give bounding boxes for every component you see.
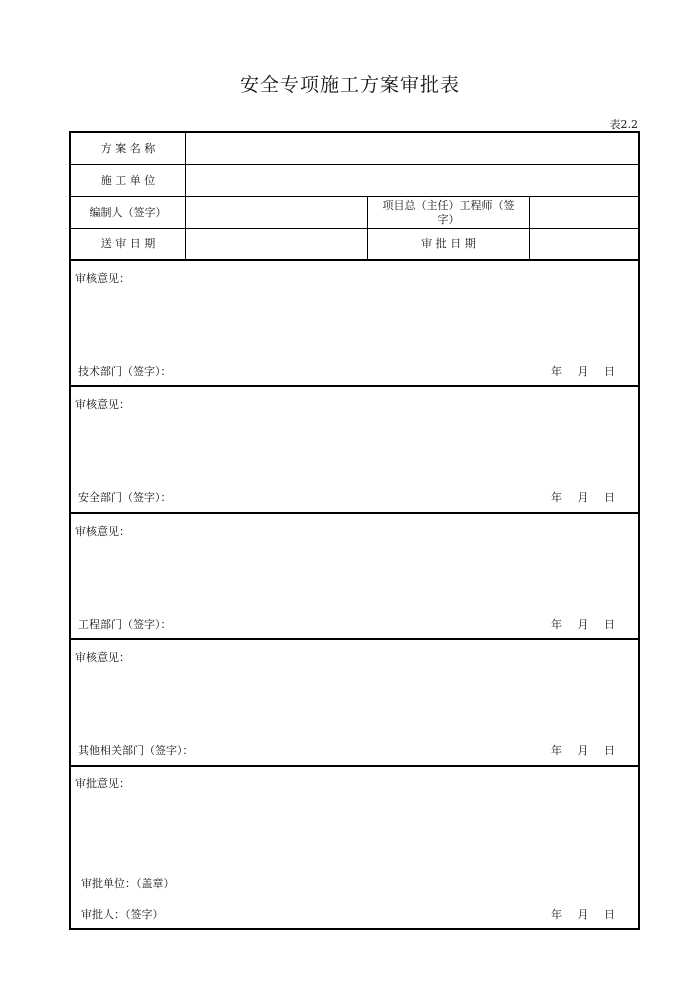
review-date	[551, 616, 615, 632]
submit-date-label: 送 审 日 期	[100, 237, 156, 250]
safety-dept-signature-label: 安全部门（签字）：	[78, 491, 172, 504]
year-label: 年	[551, 618, 562, 631]
month-label: 月	[577, 744, 589, 757]
form-title: 安全专项施工方案审批表	[239, 74, 460, 96]
review-opinion-label: 审核意见：	[75, 525, 130, 538]
approval-opinion-label: 审批意见：	[75, 777, 130, 790]
other-dept-signature-label: 其他相关部门（签字）：	[78, 744, 194, 757]
approval-date-field[interactable]	[530, 229, 638, 259]
chief-engineer-label: 项目总（主任）工程师（签字）	[382, 198, 515, 226]
approver-signature-label: 审批人：（签字）	[81, 908, 164, 921]
review-date	[551, 489, 615, 505]
plan-name-label: 方 案 名 称	[100, 141, 156, 155]
construction-unit-label: 施 工 单 位	[100, 173, 156, 187]
day-label: 日	[604, 908, 615, 921]
month-label: 月	[577, 365, 589, 378]
month-label: 月	[577, 908, 589, 921]
form-number: 表2.2	[609, 118, 638, 131]
chief-engineer-signature-field[interactable]	[530, 197, 638, 228]
section-divider	[71, 259, 638, 261]
review-opinion-label: 审核意见：	[75, 651, 130, 664]
year-label: 年	[551, 908, 562, 921]
section-divider	[71, 765, 638, 767]
review-opinion-label: 审核意见：	[75, 398, 130, 411]
plan-name-field[interactable]	[186, 133, 638, 164]
day-label: 日	[604, 365, 615, 378]
year-label: 年	[551, 491, 562, 504]
day-label: 日	[604, 618, 615, 631]
approval-date	[551, 906, 615, 922]
year-label: 年	[551, 744, 562, 757]
review-opinion-label: 审核意见：	[75, 272, 130, 285]
submit-date-field[interactable]	[186, 229, 367, 259]
construction-unit-field[interactable]	[186, 165, 638, 196]
month-label: 月	[577, 491, 589, 504]
month-label: 月	[577, 618, 589, 631]
day-label: 日	[604, 491, 615, 504]
year-label: 年	[551, 365, 562, 378]
section-divider	[71, 385, 638, 387]
section-divider	[71, 638, 638, 640]
compiler-label: 编制人（签字）	[89, 205, 167, 219]
engineering-dept-signature-label: 工程部门（签字）：	[78, 618, 172, 631]
technical-dept-signature-label: 技术部门（签字）：	[78, 365, 172, 378]
section-divider	[71, 512, 638, 514]
review-date	[551, 363, 615, 379]
compiler-signature-field[interactable]	[186, 197, 367, 228]
review-date	[551, 742, 615, 758]
day-label: 日	[604, 744, 615, 757]
approval-form-table	[69, 131, 640, 930]
approval-date-label: 审 批 日 期	[421, 237, 476, 250]
approval-unit-seal-label: 审批单位：（盖章）	[81, 877, 175, 890]
